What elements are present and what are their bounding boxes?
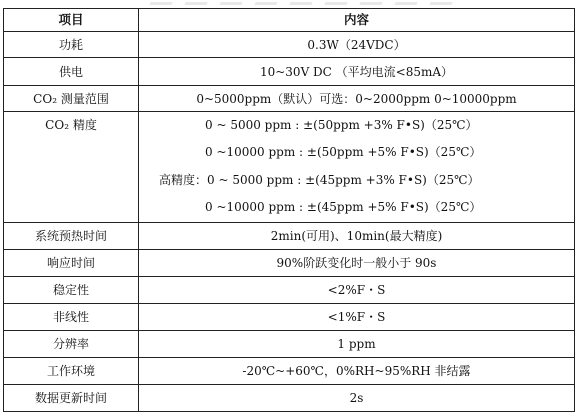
row-value: 10~30V DC （平均电流<85mA） <box>139 58 575 86</box>
row-label: 工作环境 <box>4 358 139 385</box>
header-item: 项目 <box>4 9 139 32</box>
table-row <box>4 385 575 412</box>
row-label: 分辨率 <box>4 331 139 358</box>
table-row <box>4 277 575 304</box>
row-value: 0~5000ppm（默认）可选：0~2000ppm 0~10000ppm <box>139 86 575 112</box>
row-value: -20℃~+60℃，0%RH~95%RH 非结露 <box>139 358 575 385</box>
accuracy-line: 0 ~10000 ppm : ±(50ppm +5% F•S)（25℃） <box>205 145 482 159</box>
row-value: 90%阶跃变化时一般小于 90s <box>139 250 575 277</box>
table-row <box>4 331 575 358</box>
accuracy-line: 高精度：0 ~ 5000 ppm : ±(45ppm +3% F•S)（25℃） <box>159 173 480 187</box>
row-label: 系统预热时间 <box>4 223 139 250</box>
row-value: <1%F・S <box>139 304 575 331</box>
row-label: 稳定性 <box>4 277 139 304</box>
row-label: CO₂ 测量范围 <box>4 86 139 112</box>
table-header-row <box>4 9 575 32</box>
table-row <box>4 86 575 112</box>
row-value: 0.3W（24VDC） <box>139 32 575 58</box>
table-row <box>4 112 575 223</box>
row-value: 2s <box>139 385 575 412</box>
spec-table <box>3 8 575 412</box>
accuracy-line: 0 ~10000 ppm : ±(45ppm +5% F•S)（25℃） <box>205 200 482 214</box>
table-row <box>4 358 575 385</box>
row-label: 非线性 <box>4 304 139 331</box>
row-value: 1 ppm <box>139 331 575 358</box>
co2-accuracy-label: CO₂ 精度 <box>45 118 97 132</box>
row-label: 数据更新时间 <box>4 385 139 412</box>
row-label: 响应时间 <box>4 250 139 277</box>
co2-accuracy-cell <box>139 112 575 223</box>
header-content: 内容 <box>139 9 575 32</box>
accuracy-line: 0 ~ 5000 ppm : ±(50ppm +3% F•S)（25℃） <box>205 118 478 132</box>
row-label <box>4 112 139 223</box>
table-row <box>4 250 575 277</box>
row-label: 功耗 <box>4 32 139 58</box>
row-label: 供电 <box>4 58 139 86</box>
table-row <box>4 304 575 331</box>
row-value: <2%F・S <box>139 277 575 304</box>
table-row <box>4 223 575 250</box>
table-row <box>4 32 575 58</box>
row-value: 2min(可用)、10min(最大精度) <box>139 223 575 250</box>
table-row <box>4 58 575 86</box>
